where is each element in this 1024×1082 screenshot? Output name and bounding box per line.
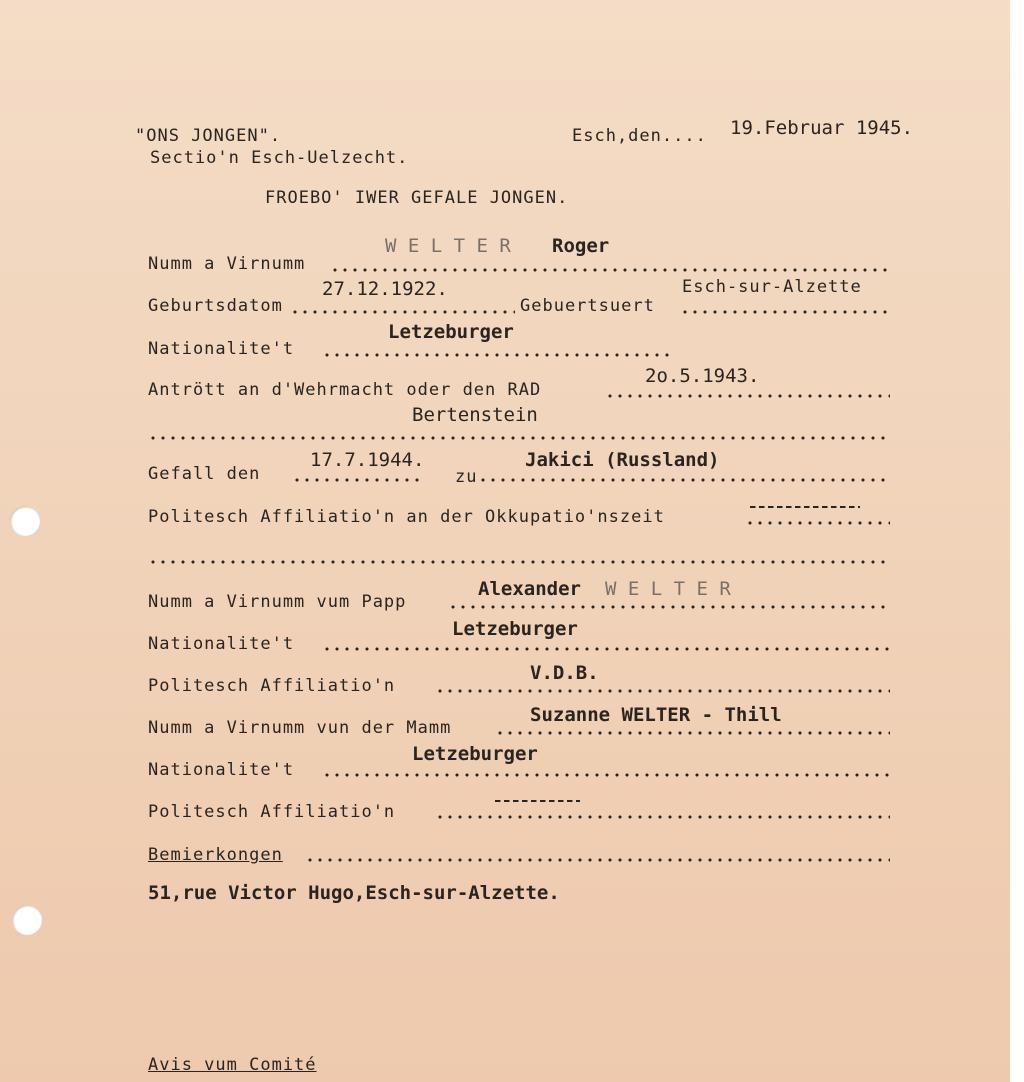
fallen-label: Gefall den [148,464,261,484]
mother-political-dots [435,815,890,819]
fallen-at-label: zu [455,467,478,487]
committee-label: Avis vum Comité [148,1055,317,1075]
father-political-dots [435,689,890,693]
remarks-dots [305,858,890,862]
father-nationality-dots [322,647,890,651]
entry-extra-value: Bertenstein [412,404,538,426]
name-label: Numm a Virnumm [148,254,306,274]
mother-political-dash [495,800,580,802]
mother-nationality-value: Letzeburger [412,743,538,765]
mother-nationality-dots [322,773,890,777]
date-value: 19.Februar 1945. [730,117,914,139]
birthplace-dots [680,310,890,314]
place-date-label: Esch,den.... [572,126,707,146]
birthdate-label: Geburtsdatom [148,296,283,316]
father-surname-value: W E L T E R [605,578,731,600]
mother-label: Numm a Virnumm vun der Mamm [148,718,452,738]
form-title: FROEBO' IWER GEFALE JONGEN. [265,188,569,208]
father-label: Numm a Virnumm vum Papp [148,592,407,612]
father-nationality-label: Nationalite't [148,634,295,654]
name-first-value: Roger [552,235,610,257]
remarks-label: Bemierkongen [148,845,283,865]
punch-hole-top [10,506,40,536]
political-label: Politesch Affiliatio'n an der Okkupatio'nszeit [148,507,665,527]
birthplace-value: Esch-sur-Alzette [682,277,862,297]
remarks-value: 51,rue Victor Hugo,Esch-sur-Alzette. [148,882,560,904]
entry-extra-dots [148,436,890,440]
section-name: Sectio'n Esch-Uelzecht. [150,148,409,168]
fallen-place-value: Jakici (Russland) [525,449,720,471]
fallen-date-dots [292,478,424,482]
fallen-place-dots [478,478,890,482]
birthdate-dots [290,310,515,314]
paper-edge [1010,0,1024,1082]
entry-dots [605,394,890,398]
mother-dots [495,731,890,735]
mother-value: Suzanne WELTER - Thill [530,704,782,726]
nationality-value: Letzeburger [388,321,514,343]
political-dots [745,521,890,525]
father-dots [448,605,890,609]
entry-value: 2o.5.1943. [645,365,760,387]
org-name: "ONS JONGEN". [135,126,282,146]
mother-political-label: Politesch Affiliatio'n [148,802,396,822]
birthdate-value: 27.12.1922. [322,278,448,300]
name-surname-value: W E L T E R [385,235,511,257]
nationality-label: Nationalite't [148,339,295,359]
nationality-dots [322,353,672,357]
name-dots [330,268,890,272]
father-political-label: Politesch Affiliatio'n [148,676,396,696]
entry-label: Antrött an d'Wehrmacht oder den RAD [148,380,542,400]
birthplace-label: Gebuertsuert [520,296,655,316]
political-dash [750,506,860,508]
punch-hole-bottom [12,905,42,935]
fallen-date-value: 17.7.1944. [310,449,425,471]
father-first-value: Alexander [478,578,581,600]
father-political-value: V.D.B. [530,662,599,684]
political-extra-dots [148,560,890,564]
father-nationality-value: Letzeburger [452,618,578,640]
mother-nationality-label: Nationalite't [148,760,295,780]
